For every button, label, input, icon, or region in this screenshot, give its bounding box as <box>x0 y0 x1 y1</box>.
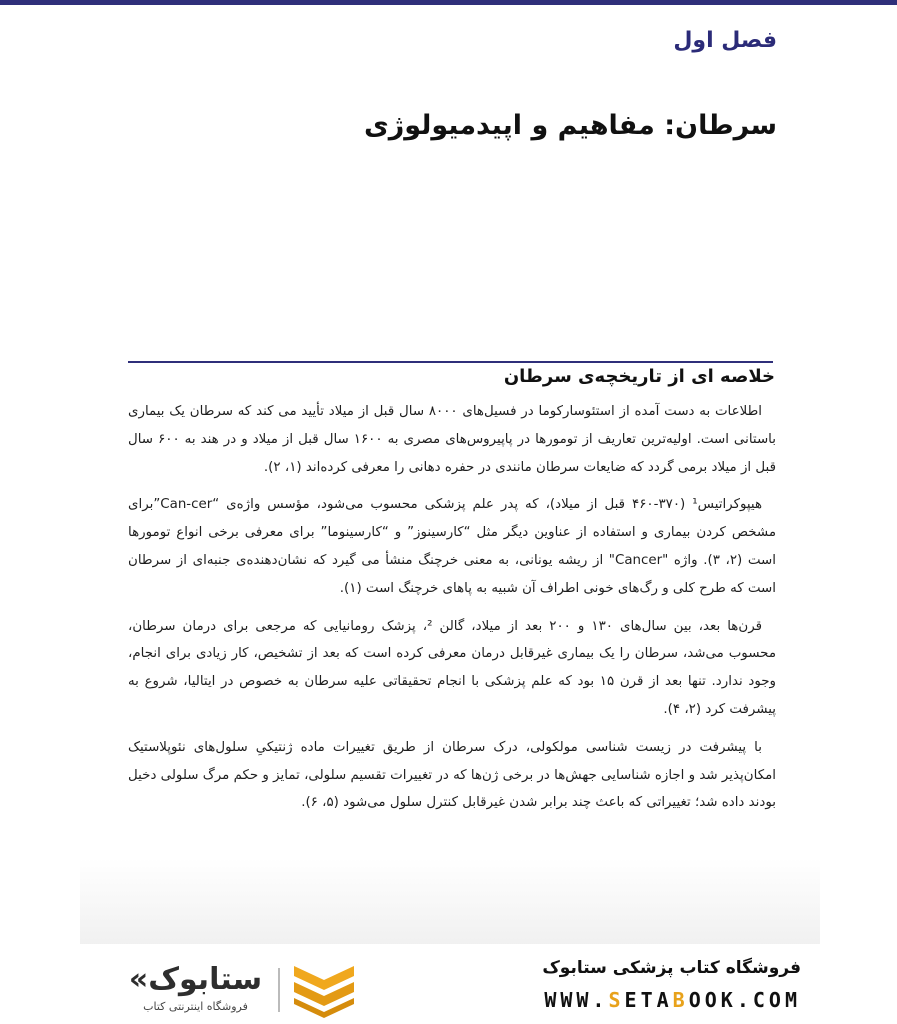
url-part-accent: B <box>672 988 689 1012</box>
chapter-label: فصل اول <box>673 28 777 53</box>
paragraph: هیپوکراتیس¹ (۳۷۰-۴۶۰ قبل از میلاد)، که پدر علم پزشکی محسوب می‌شود، مؤسس واژه‌ی “Can-cer”برای مشخص کردن بیماری و استفاده از عناوین دیگر مثل “کارسینوز” و “کارسینوما” برای معرفی برخی انواع تومورها است (۲، ۳). واژه "Cancer" از ریشه یونانی، به معنی خرچنگ منشأ می گیرد که نشان‌دهنده‌ی جنبه‌ای از سرطان است که طرح کلی و رگ‌های خونی اطراف آن شبیه به پاهای خرچنگ است (۱). <box>128 497 776 596</box>
url-part: WWW. <box>544 988 609 1012</box>
footer-store-name: فروشگاه کتاب پزشکی ستابوک <box>542 958 801 978</box>
top-accent-bar <box>0 0 897 5</box>
url-part: ETA <box>624 988 673 1012</box>
paragraph: با پیشرفت در زیست شناسی مولکولی، درک سرطان از طریق تغییرات ماده ژنتیکیِ سلول‌های نئوپلاستیک امکان‌پذیر شد و اجازه شناسایی جهش‌ها در برخی ژن‌ها که در تغییرات تقسیم سلولی، تمایز و حکم مرگ سلولی دخیل بودند داده شد؛ تغییراتی که باعث چند برابر شدن غیرقابل کنترل سلول می‌شود (۵، ۶). <box>128 739 776 811</box>
logo-divider <box>278 968 280 1012</box>
logo-brand-text: «ستابوک <box>128 962 263 997</box>
paragraph: اطلاعات به دست آمده از استئوسارکوما در فسیل‌های ۸۰۰۰ سال قبل از میلاد تأیید می کند که سرطان یک بیماری باستانی است. اولیه‌ترین تعاریف از تومورها در پاپیروس‌های مصری به ۱۶۰۰ سال قبل از میلاد و در هند به ۶۰۰ سال قبل از میلاد برمی گردد که ضایعات سرطان مانندی در حفره دهانی را معرفی کرده‌اند (۱، ۲). <box>128 404 776 475</box>
url-part-accent: S <box>608 988 625 1012</box>
url-part: OOK.COM <box>688 988 801 1012</box>
book-stack-icon <box>288 960 360 1018</box>
body-text <box>128 398 776 827</box>
logo-subtitle: فروشگاه اینترنتی کتاب <box>143 1000 248 1013</box>
chapter-title: سرطان: مفاهیم و اپیدمیولوژی <box>364 110 777 141</box>
paragraph: قرن‌ها بعد، بین سال‌های ۱۳۰ و ۲۰۰ بعد از میلاد، گالن ²، پزشک رومانیایی که مرجعی برای درمان سرطان، محسوب می‌شد، سرطان را یک بیماری غیرقابل درمان معرفی کرده است که بعد از تشخیص، کار زیادی برای انجام، وجود ندارد. تنها بعد از قرن ۱۵ بود که علم پزشکی با انجام تحقیقاتی علیه سرطان به خصوص در ایتالیا، شروع به پیشرفت کرد (۲، ۴). <box>128 618 776 717</box>
section-heading: خلاصه ای از تاریخچه‌ی سرطان <box>503 366 775 387</box>
bottom-fade-overlay <box>80 858 820 944</box>
store-logo[interactable] <box>118 960 363 1020</box>
footer-website-link[interactable] <box>544 988 801 1012</box>
section-divider <box>128 361 773 363</box>
